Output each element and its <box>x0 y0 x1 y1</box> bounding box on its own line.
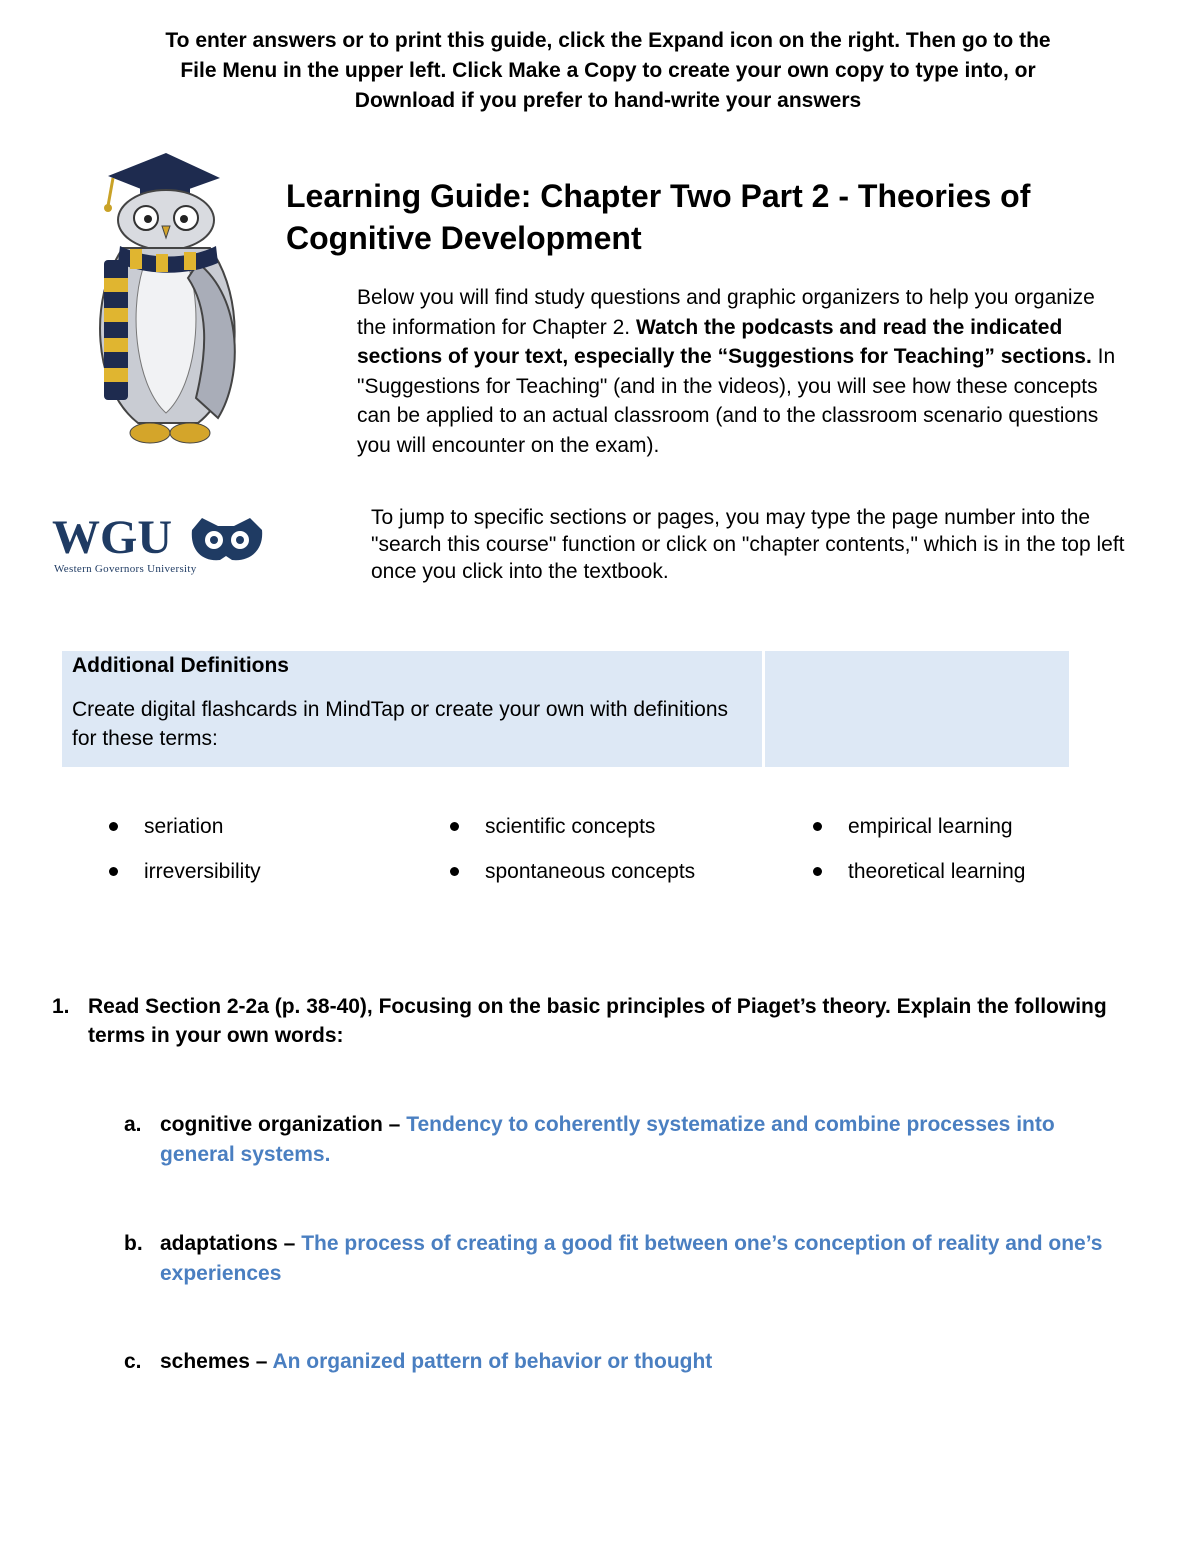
bullet-icon <box>813 822 822 831</box>
definitions-heading: Additional Definitions <box>72 654 289 677</box>
university-name: Western Governors University <box>54 563 197 575</box>
definitions-instructions: Create digital flashcards in MindTap or create your own with definitions for these terms: <box>72 698 728 750</box>
term-label: irreversibility <box>144 860 261 883</box>
definitions-cell <box>62 651 762 767</box>
terms-list <box>108 812 1088 886</box>
intro-text-2: In "Suggestions for Teaching" (and in the videos), you will see how these concepts can be applied to an actual classroom (and to the classroom scenario questions you will encounter on the exam). <box>357 345 1116 457</box>
term-label: theoretical learning <box>848 860 1026 883</box>
term-label: scientific concepts <box>485 815 656 838</box>
item-term: adaptations – <box>160 1232 302 1255</box>
list-item <box>812 857 1082 886</box>
instructions-notice <box>60 26 1156 116</box>
list-item <box>108 812 449 841</box>
definitions-empty-cell <box>765 651 1069 767</box>
definitions-table <box>62 651 1069 767</box>
question-1b <box>124 1229 1134 1289</box>
notice-line-3: Download if you prefer to hand-write your answers <box>354 89 862 112</box>
wgu-logo-text: WGU <box>52 511 172 564</box>
list-item <box>812 812 1082 841</box>
question-text: Read Section 2-2a (p. 38-40), Focusing on the basic principles of Piaget’s theory. Explain the following terms in your own words: <box>88 995 1107 1047</box>
list-item <box>108 857 449 886</box>
question-1 <box>52 992 1142 1050</box>
intro-paragraph <box>357 283 1127 460</box>
intro-bold-text: Watch the podcasts and read the indicated sections of your text, especially the “Suggestions for Teaching” sections. <box>357 315 1092 368</box>
owl-face-icon <box>192 518 262 560</box>
bullet-icon <box>109 867 118 876</box>
bullet-icon <box>450 822 459 831</box>
page-title: Learning Guide: Chapter Two Part 2 - Theories of Cognitive Development <box>286 178 1031 256</box>
item-letter: b. <box>124 1232 143 1255</box>
jump-note: To jump to specific sections or pages, you may type the page number into the "search this course" function or click on "chapter contents," which is in the top left once you click into the textbook. <box>371 506 1125 583</box>
item-term: cognitive organization – <box>160 1113 407 1136</box>
item-answer[interactable]: The process of creating a good fit between one’s conception of reality and one’s experiences <box>160 1232 1103 1285</box>
term-label: empirical learning <box>848 815 1013 838</box>
intro-text-1: Below you will find study questions and graphic organizers to help you organize the information for Chapter 2. <box>357 286 1095 339</box>
bullet-icon <box>813 867 822 876</box>
item-answer[interactable]: An organized pattern of behavior or thought <box>272 1350 713 1373</box>
wgu-logo <box>50 510 280 580</box>
bullet-icon <box>109 822 118 831</box>
list-item <box>449 812 812 841</box>
bullet-icon <box>450 867 459 876</box>
item-answer[interactable]: Tendency to coherently systematize and combine processes into general systems. <box>160 1113 1055 1166</box>
owl-graduate-icon <box>68 148 258 463</box>
list-item <box>449 857 812 886</box>
question-1c <box>124 1347 1134 1377</box>
item-term: schemes – <box>160 1350 273 1373</box>
term-label: seriation <box>144 815 224 838</box>
question-1a <box>124 1110 1134 1170</box>
notice-line-1: To enter answers or to print this guide, click the Expand icon on the right. Then go to the <box>165 29 1051 52</box>
item-letter: c. <box>124 1350 142 1373</box>
item-letter: a. <box>124 1113 142 1136</box>
term-label: spontaneous concepts <box>485 860 696 883</box>
notice-line-2: File Menu in the upper left. Click Make a Copy to create your own copy to type into, or <box>180 59 1036 82</box>
question-number: 1. <box>52 995 70 1018</box>
